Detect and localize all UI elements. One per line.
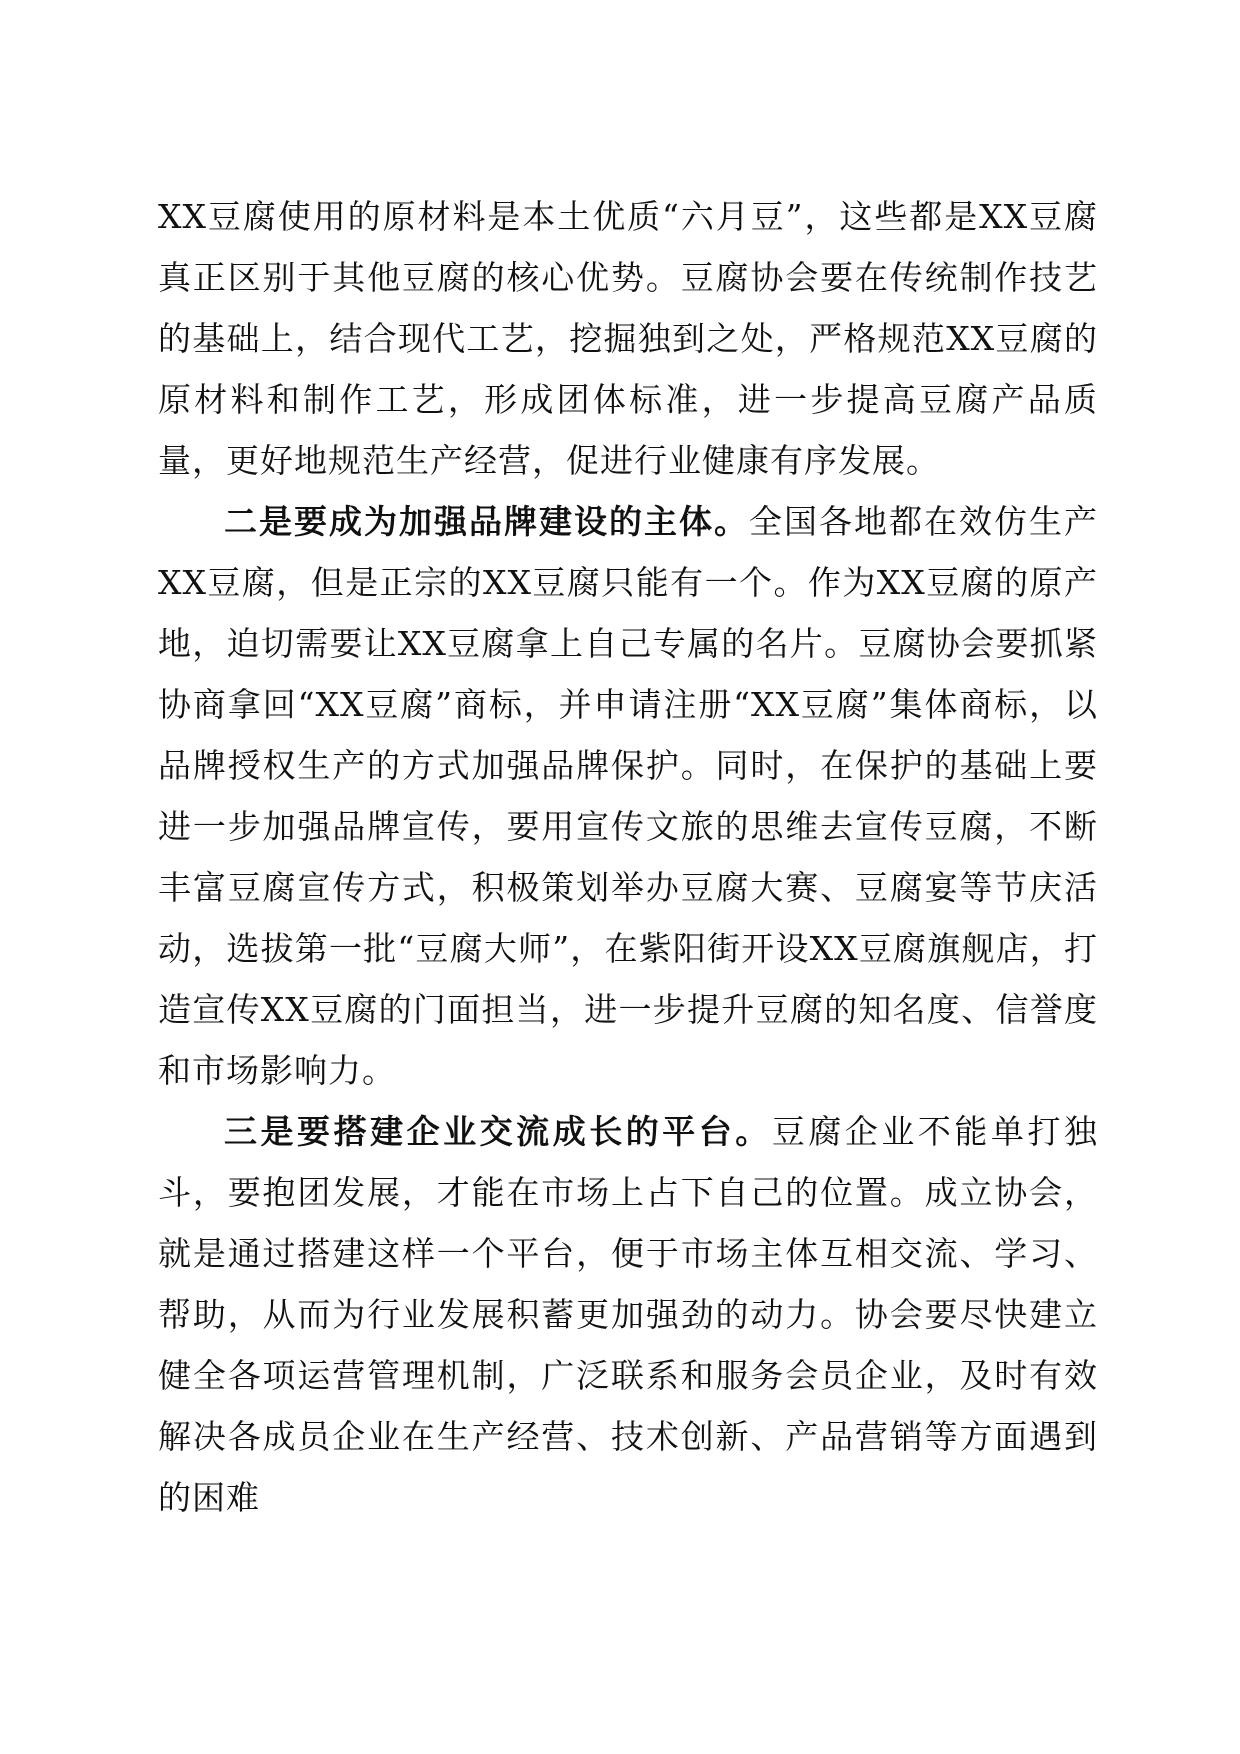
paragraph-2: [158, 491, 1098, 1101]
paragraph-1-text: XX豆腐使用的原材料是本土优质“六月豆”，这些都是XX豆腐真正区别于其他豆腐的核心优势。豆腐协会要在传统制作技艺的基础上，结合现代工艺，挖掘独到之处，严格规范XX豆腐的原材料和制作工艺，形成团体标准，进一步提高豆腐产品质量，更好地规范生产经营，促进行业健康有序发展。: [158, 197, 1098, 480]
paragraph-1: [158, 186, 1098, 491]
paragraph-2-text: 全国各地都在效仿生产XX豆腐，但是正宗的XX豆腐只能有一个。作为XX豆腐的原产地，迫切需要让XX豆腐拿上自己专属的名片。豆腐协会要抓紧协商拿回“XX豆腐”商标，并申请注册“XX豆腐”集体商标，以品牌授权生产的方式加强品牌保护。同时，在保护的基础上要进一步加强品牌宣传，要用宣传文旅的思维去宣传豆腐，不断丰富豆腐宣传方式，积极策划举办豆腐大赛、豆腐宴等节庆活动，选拔第一批“豆腐大师”，在紫阳街开设XX豆腐旗舰店，打造宣传XX豆腐的门面担当，进一步提升豆腐的知名度、信誉度和市场影响力。: [158, 502, 1098, 1090]
document-body: [158, 186, 1098, 1528]
paragraph-3-text: 豆腐企业不能单打独斗，要抱团发展，才能在市场上占下自己的位置。成立协会，就是通过搭建这样一个平台，便于市场主体互相交流、学习、帮助，从而为行业发展积蓄更加强劲的动力。协会要尽快建立健全各项运营管理机制，广泛联系和服务会员企业，及时有效解决各成员企业在生产经营、技术创新、产品营销等方面遇到的困难: [158, 1112, 1099, 1517]
paragraph-2-heading: 二是要成为加强品牌建设的主体。: [224, 502, 749, 541]
paragraph-3: [158, 1101, 1098, 1528]
paragraph-3-heading: 三是要搭建企业交流成长的平台。: [224, 1112, 772, 1151]
